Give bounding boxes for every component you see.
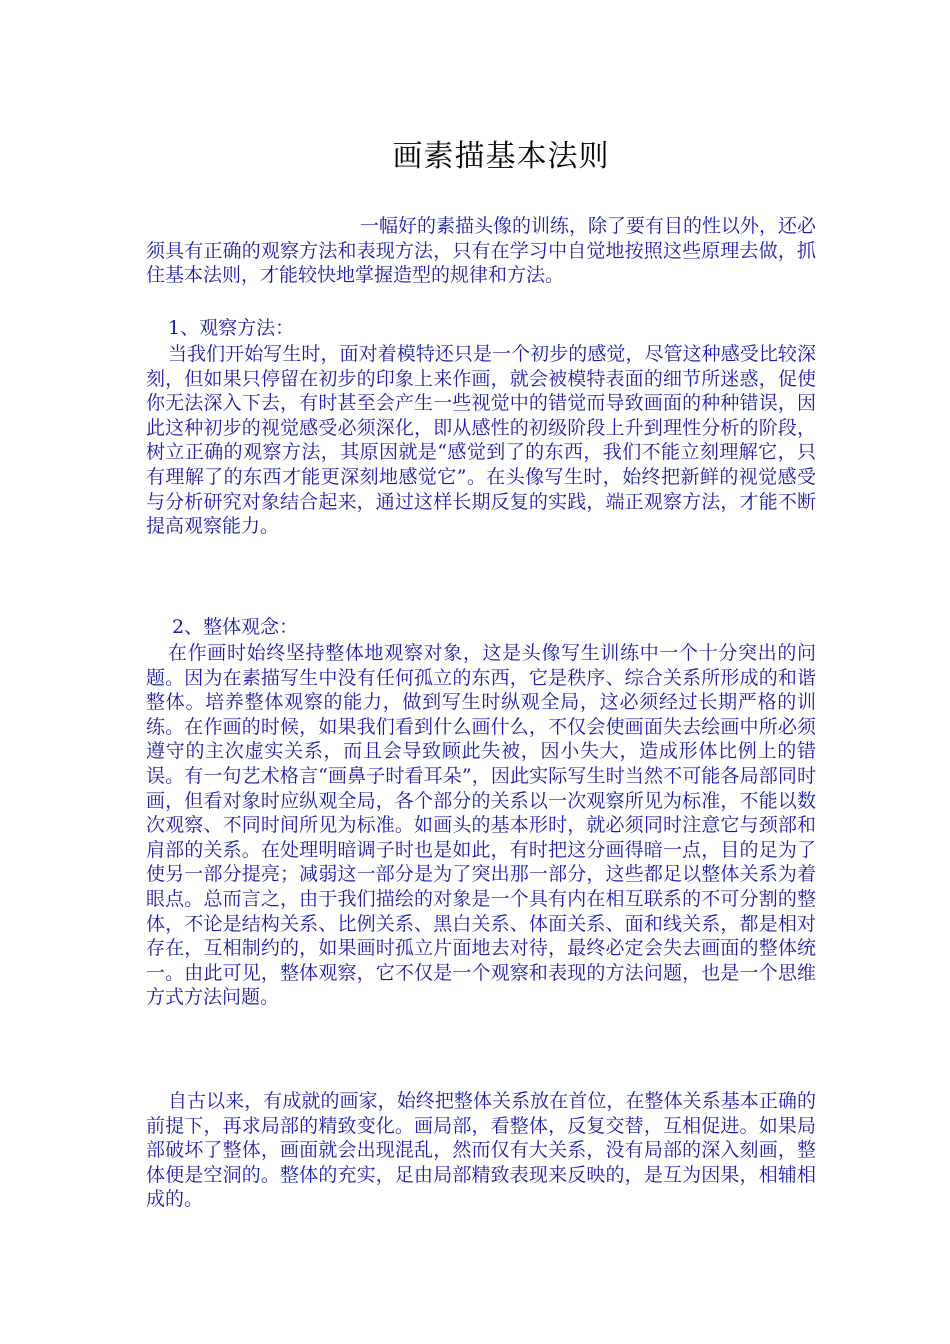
observation-paragraph	[146, 342, 816, 539]
intro-paragraph	[146, 214, 816, 288]
document-title: 画素描基本法则	[392, 139, 610, 174]
observation-text: 当我们开始写生时，面对着模特还只是一个初步的感觉，尽管这种感受比较深刻，但如果只停留在初步的印象上来作画，就会被模特表面的细节所迷惑，促使你无法深入下去，有时甚至会产生一些视觉中的错觉而导致画面的种种错误，因此这种初步的视觉感受必须深化，即从感性的初级阶段上升到理性分析的阶段，树立正确的观察方法，其原因就是“感觉到了的东西，我们不能立刻理解它，只有理解了的东西才能更深刻地感觉它”。在头像写生时，始终把新鲜的视觉感受与分析研究对象结合起来，通过这样长期反复的实践，端正观察方法，才能不断提高观察能力。	[146, 343, 816, 538]
intro-text: 一幅好的素描头像的训练，除了要有目的性以外，还必须具有正确的观察方法和表现方法，只有在学习中自觉地按照这些原理去做，抓住基本法则，才能较快地掌握造型的规律和方法。	[146, 215, 817, 287]
closing-paragraph	[146, 1089, 816, 1212]
whole-concept-text: 在作画时始终坚持整体地观察对象，这是头像写生训练中一个十分突出的问题。因为在素描写生中没有任何孤立的东西，它是秩序、综合关系所形成的和谐整体。培养整体观察的能力，做到写生时纵观全局，这必须经过长期严格的训练。在作画的时候，如果我们看到什么画什么，不仅会使画面失去绘画中所必须遵守的主次虚实关系，而且会导致顾此失被，因小失大，造成形体比例上的错误。有一句艺术格言“画鼻子时看耳朵”，因此实际写生时当然不可能各局部同时画，但看对象时应纵观全局，各个部分的关系以一次观察所见为标准，不能以数次观察、不同时间所见为标准。如画头的基本形时，就必须同时注意它与颈部和肩部的关系。在处理明暗调子时也是如此，有时把这分画得暗一点，目的足为了使另一部分提亮；减弱这一部分是为了突出那一部分，这些都足以整体关系为着眼点。总而言之，由于我们描绘的对象是一个具有内在相互联系的不可分割的整体，不论是结构关系、比例关系、黑白关系、体面关系、面和线关系，都是相对存在，互相制约的，如果画时孤立片面地去对待，最终必定会失去画面的整体统一。由此可见，整体观察，它不仅是一个观察和表现的方法问题，也是一个思维方式方法问题。	[146, 642, 816, 1009]
whole-concept-paragraph	[146, 641, 816, 1010]
section-heading-whole-concept: 2、整体观念：	[172, 616, 299, 638]
closing-text: 自古以来，有成就的画家，始终把整体关系放在首位，在整体关系基本正确的前提下，再求局部的精致变化。画局部，看整体，反复交替，互相促进。如果局部破坏了整体，画面就会出现混乱，然而仅有大关系，没有局部的深入刻画，整体便是空洞的。整体的充实，足由局部精致表现来反映的，是互为因果，相辅相成的。	[146, 1090, 816, 1211]
section-heading-observation: 1、观察方法：	[168, 317, 295, 339]
